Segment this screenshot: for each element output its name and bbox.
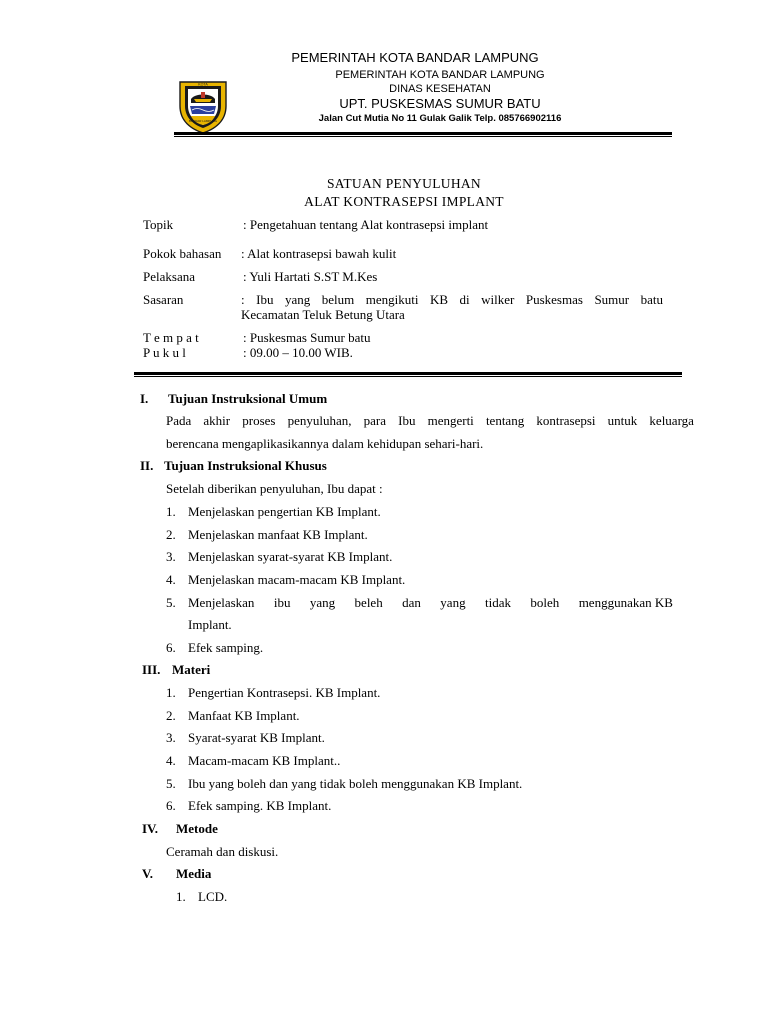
section-4-title: Metode [176, 821, 218, 836]
pelaksana-label: Pelaksana [143, 269, 195, 284]
section-3-number: III. [142, 662, 161, 677]
section-4-number: IV. [142, 821, 159, 836]
header-org-line2: PEMERINTAH KOTA BANDAR LAMPUNG [335, 69, 545, 81]
tempat-value: : Puskesmas Sumur batu [243, 330, 371, 345]
header-org-line1: PEMERINTAH KOTA BANDAR LAMPUNG [291, 50, 539, 65]
pelaksana-value: : Yuli Hartati S.ST M.Kes [243, 269, 378, 284]
logo-bottom-text: BANDAR LAMPUNG [188, 119, 218, 123]
city-emblem-logo [177, 76, 229, 134]
section-3-title: Materi [172, 662, 211, 677]
pukul-label: P u k u l [143, 345, 186, 360]
logo-top-text: KOTA [198, 82, 208, 87]
section-1-number: I. [140, 391, 149, 406]
pokok-value: : Alat kontrasepsi bawah kulit [241, 246, 397, 261]
tempat-label: T e m p a t [143, 330, 199, 345]
header-divider-thin [174, 136, 672, 137]
section-5-title: Media [176, 866, 212, 881]
header-divider-thick [174, 132, 672, 135]
pukul-value: : 09.00 – 10.00 WIB. [243, 345, 353, 360]
pokok-label: Pokok bahasan [143, 246, 222, 261]
section-2-number: II. [140, 458, 154, 473]
header-address: Jalan Cut Mutia No 11 Gulak Galik Telp. 085766902116 [318, 113, 562, 124]
section-1-text-line1: Pada akhir proses penyuluhan, para Ibu mengerti tentang kontrasepsi untuk keluarga [166, 413, 694, 428]
section-divider-thick [134, 372, 682, 375]
topik-value: : Pengetahuan tentang Alat kontrasepsi implant [243, 217, 489, 232]
sasaran-value: : Ibu yang belum mengikuti KB di wilker Puskesmas Sumur batu [241, 292, 663, 307]
section-4-text: Ceramah dan diskusi. [166, 844, 279, 859]
sasaran-label: Sasaran [143, 292, 184, 307]
section-1-title: Tujuan Instruksional Umum [168, 391, 328, 406]
doc-title-line2: ALAT KONTRASEPSI IMPLANT [304, 194, 504, 209]
section-5-number: V. [142, 866, 153, 881]
header-dept: DINAS KESEHATAN [389, 83, 491, 95]
header-unit: UPT. PUSKESMAS SUMUR BATU [339, 96, 541, 111]
section-2-title: Tujuan Instruksional Khusus [164, 458, 327, 473]
info-row-sasaran-cont [241, 307, 405, 323]
section-1-text-line2: berencana mengaplikasikannya dalam kehidupan sehari-hari. [166, 436, 484, 451]
sasaran-value-line2: Kecamatan Teluk Betung Utara [241, 307, 405, 322]
doc-title-line1: SATUAN PENYULUHAN [327, 176, 481, 191]
topik-label: Topik [143, 217, 174, 232]
section-2-intro: Setelah diberikan penyuluhan, Ibu dapat : [166, 481, 383, 496]
section-divider-thin [134, 376, 682, 377]
